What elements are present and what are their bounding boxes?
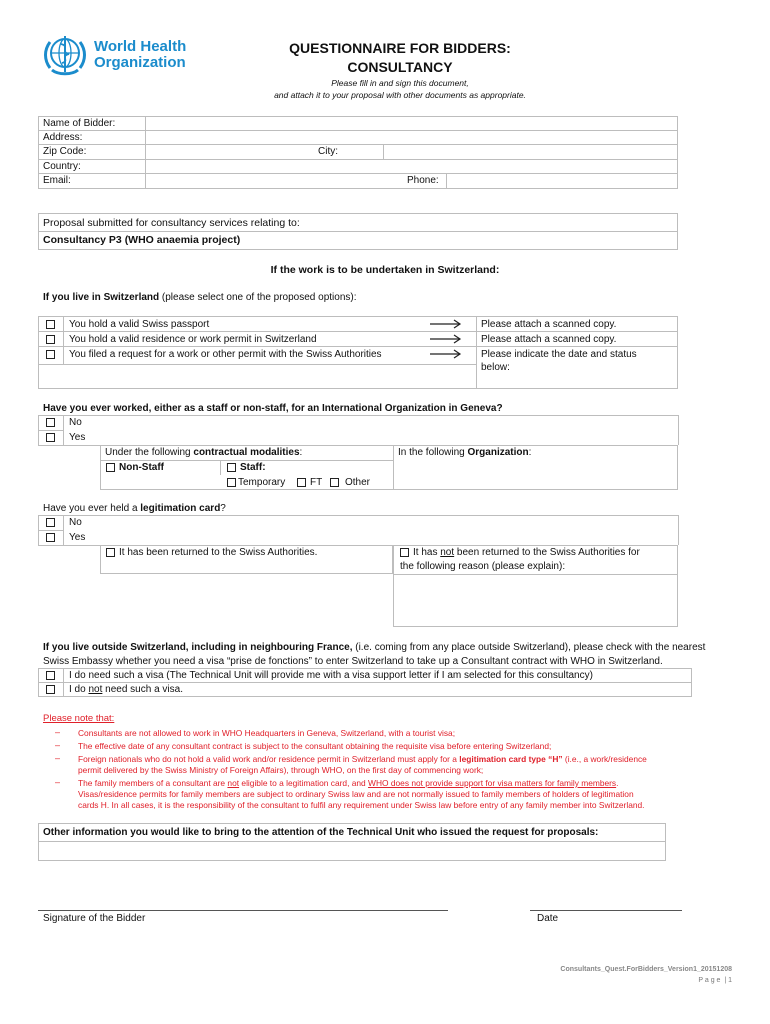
ft-label: FT xyxy=(310,477,323,488)
organization-label: In the following Organization: xyxy=(398,447,532,458)
swiss-permit-checkbox[interactable] xyxy=(46,335,55,344)
swiss-option-3-action-line2: below: xyxy=(481,362,510,373)
other-checkbox[interactable] xyxy=(330,478,339,487)
legit-no-label: No xyxy=(69,517,82,528)
note-dash: – xyxy=(55,727,61,737)
contractual-modalities-label: Under the following contractual modalities: xyxy=(105,447,303,458)
outside-switzerland-line2: Swiss Embassy whether you need a visa “prise de fonctions” to enter Switzerland to take up a Consultant contract with WHO in Switzerland. xyxy=(43,656,663,667)
note-1: Consultants are not allowed to work in WHO Headquarters in Geneva, Switzerland, with a tourist visa; xyxy=(78,728,456,738)
title-line1: QUESTIONNAIRE FOR BIDDERS: xyxy=(289,40,511,56)
intl-no-checkbox[interactable] xyxy=(46,418,55,427)
footer-page-number: P a g e | 1 xyxy=(698,977,732,984)
visa-not-needed-checkbox[interactable] xyxy=(46,685,55,694)
note-dash: – xyxy=(55,740,61,750)
swiss-option-1-action: Please attach a scanned copy. xyxy=(481,319,617,330)
date-line[interactable] xyxy=(530,910,682,911)
intl-org-question: Have you ever worked, either as a staff or non-staff, for an International Organization in Geneva? xyxy=(43,403,503,414)
proposal-value: Consultancy P3 (WHO anaemia project) xyxy=(43,234,241,246)
not-returned-reason-field[interactable] xyxy=(394,575,677,626)
email-label: Email: xyxy=(43,175,71,186)
arrow-right-icon xyxy=(430,319,462,329)
swiss-request-filed-checkbox[interactable] xyxy=(46,350,55,359)
intl-yes-checkbox[interactable] xyxy=(46,433,55,442)
non-staff-label: Non-Staff xyxy=(119,462,164,473)
note-dash: – xyxy=(55,753,61,763)
card-returned-label: It has been returned to the Swiss Authorities. xyxy=(119,547,318,558)
proposal-label: Proposal submitted for consultancy services relating to: xyxy=(43,217,300,229)
visa-needed-label: I do need such a visa (The Technical Unit will provide me with a visa support letter if I am selected for this consultancy) xyxy=(69,670,593,681)
instructions-line1: Please fill in and sign this document, xyxy=(331,78,469,88)
card-returned-checkbox[interactable] xyxy=(106,548,115,557)
other-info-field[interactable] xyxy=(39,842,665,860)
address-field[interactable] xyxy=(146,131,677,144)
swiss-passport-checkbox[interactable] xyxy=(46,320,55,329)
who-logo xyxy=(42,32,192,76)
email-field[interactable] xyxy=(146,174,396,189)
swiss-option-3-text: You filed a request for a work or other permit with the Swiss Authorities xyxy=(69,349,382,360)
signature-line[interactable] xyxy=(38,910,448,911)
card-not-returned-label: It has not been returned to the Swiss Authorities for xyxy=(413,547,640,558)
note-4-line2: Visas/residence permits for family members are subject to ordinary Swiss law and are not normally issued to family members of holders of legitimation xyxy=(78,789,634,799)
title-line2: CONSULTANCY xyxy=(347,59,453,75)
swiss-option-1-text: You hold a valid Swiss passport xyxy=(69,319,210,330)
intl-no-label: No xyxy=(69,417,82,428)
other-label: Other xyxy=(345,477,371,488)
name-of-bidder-field[interactable] xyxy=(146,117,677,130)
swiss-option-2-text: You hold a valid residence or work permit in Switzerland xyxy=(69,334,317,345)
footer-doc-id: Consultants_Quest.ForBidders_Version1_20151208 xyxy=(560,966,732,973)
zip-code-label: Zip Code: xyxy=(43,146,87,157)
date-label: Date xyxy=(537,913,559,924)
signature-label: Signature of the Bidder xyxy=(43,913,146,924)
legit-yes-checkbox[interactable] xyxy=(46,533,55,542)
country-field[interactable] xyxy=(146,160,677,173)
staff-checkbox[interactable] xyxy=(227,463,236,472)
note-3-line1: Foreign nationals who do not hold a valid work and/or residence permit in Switzerland must apply for a legitimation card type “H” (i.e., a work/residence xyxy=(78,754,647,764)
notes-title: Please note that: xyxy=(43,713,115,724)
card-not-returned-label-line2: the following reason (please explain): xyxy=(400,561,566,572)
phone-label: Phone: xyxy=(407,175,439,186)
city-field[interactable] xyxy=(384,145,677,159)
note-dash: – xyxy=(55,777,61,787)
visa-needed-checkbox[interactable] xyxy=(46,671,55,680)
note-4-line1: The family members of a consultant are not eligible to a legitimation card, and WHO does not provide support for visa matters for family members. xyxy=(78,778,619,788)
name-of-bidder-label: Name of Bidder: xyxy=(43,118,116,129)
note-2: The effective date of any consultant contract is subject to the consultant obtaining the requisite visa before entering Switzerland; xyxy=(78,741,552,751)
phone-field[interactable] xyxy=(447,174,677,189)
temporary-label: Temporary xyxy=(238,477,286,488)
organization-field[interactable] xyxy=(394,460,677,489)
visa-not-needed-label: I do not need such a visa. xyxy=(69,684,183,695)
live-in-switzerland-question: If you live in Switzerland (please select one of the proposed options): xyxy=(43,292,357,303)
staff-label: Staff: xyxy=(240,462,266,473)
address-label: Address: xyxy=(43,132,83,143)
country-label: Country: xyxy=(43,161,81,172)
org-name-line1: World Health xyxy=(94,38,187,55)
org-name-line2: Organization xyxy=(94,54,186,71)
legit-no-checkbox[interactable] xyxy=(46,518,55,527)
other-info-label: Other information you would like to bring to the attention of the Technical Unit who issued the request for proposals: xyxy=(43,827,599,838)
ft-checkbox[interactable] xyxy=(297,478,306,487)
note-3-line2: permit delivered by the Swiss Ministry of Foreign Affairs), through WHO, on the first day of commencing work; xyxy=(78,765,484,775)
zip-code-field[interactable] xyxy=(146,145,306,159)
non-staff-checkbox[interactable] xyxy=(106,463,115,472)
temporary-checkbox[interactable] xyxy=(227,478,236,487)
card-not-returned-checkbox[interactable] xyxy=(400,548,409,557)
arrow-right-icon xyxy=(430,349,462,359)
intl-yes-label: Yes xyxy=(69,432,86,443)
legit-yes-label: Yes xyxy=(69,532,86,543)
note-4-line3: cards H. In all cases, it is the responsibility of the consultant to fulfil any requirement under Swiss law before entry of any family member into Switzerland. xyxy=(78,800,645,810)
permit-request-details-field[interactable] xyxy=(477,375,677,388)
switzerland-heading: If the work is to be undertaken in Switzerland: xyxy=(270,264,500,276)
legitimation-card-question: Have you ever held a legitimation card? xyxy=(43,503,226,514)
arrow-right-icon xyxy=(430,334,462,344)
outside-switzerland-line1: If you live outside Switzerland, including in neighbouring France, (i.e. coming from any place outside Switzerland), please check with the nearest xyxy=(43,642,706,653)
instructions-line2: and attach it to your proposal with other documents as appropriate. xyxy=(274,90,526,100)
swiss-option-3-action: Please indicate the date and status xyxy=(481,349,637,360)
swiss-option-2-action: Please attach a scanned copy. xyxy=(481,334,617,345)
who-emblem-icon xyxy=(42,32,88,76)
city-label: City: xyxy=(318,146,338,157)
